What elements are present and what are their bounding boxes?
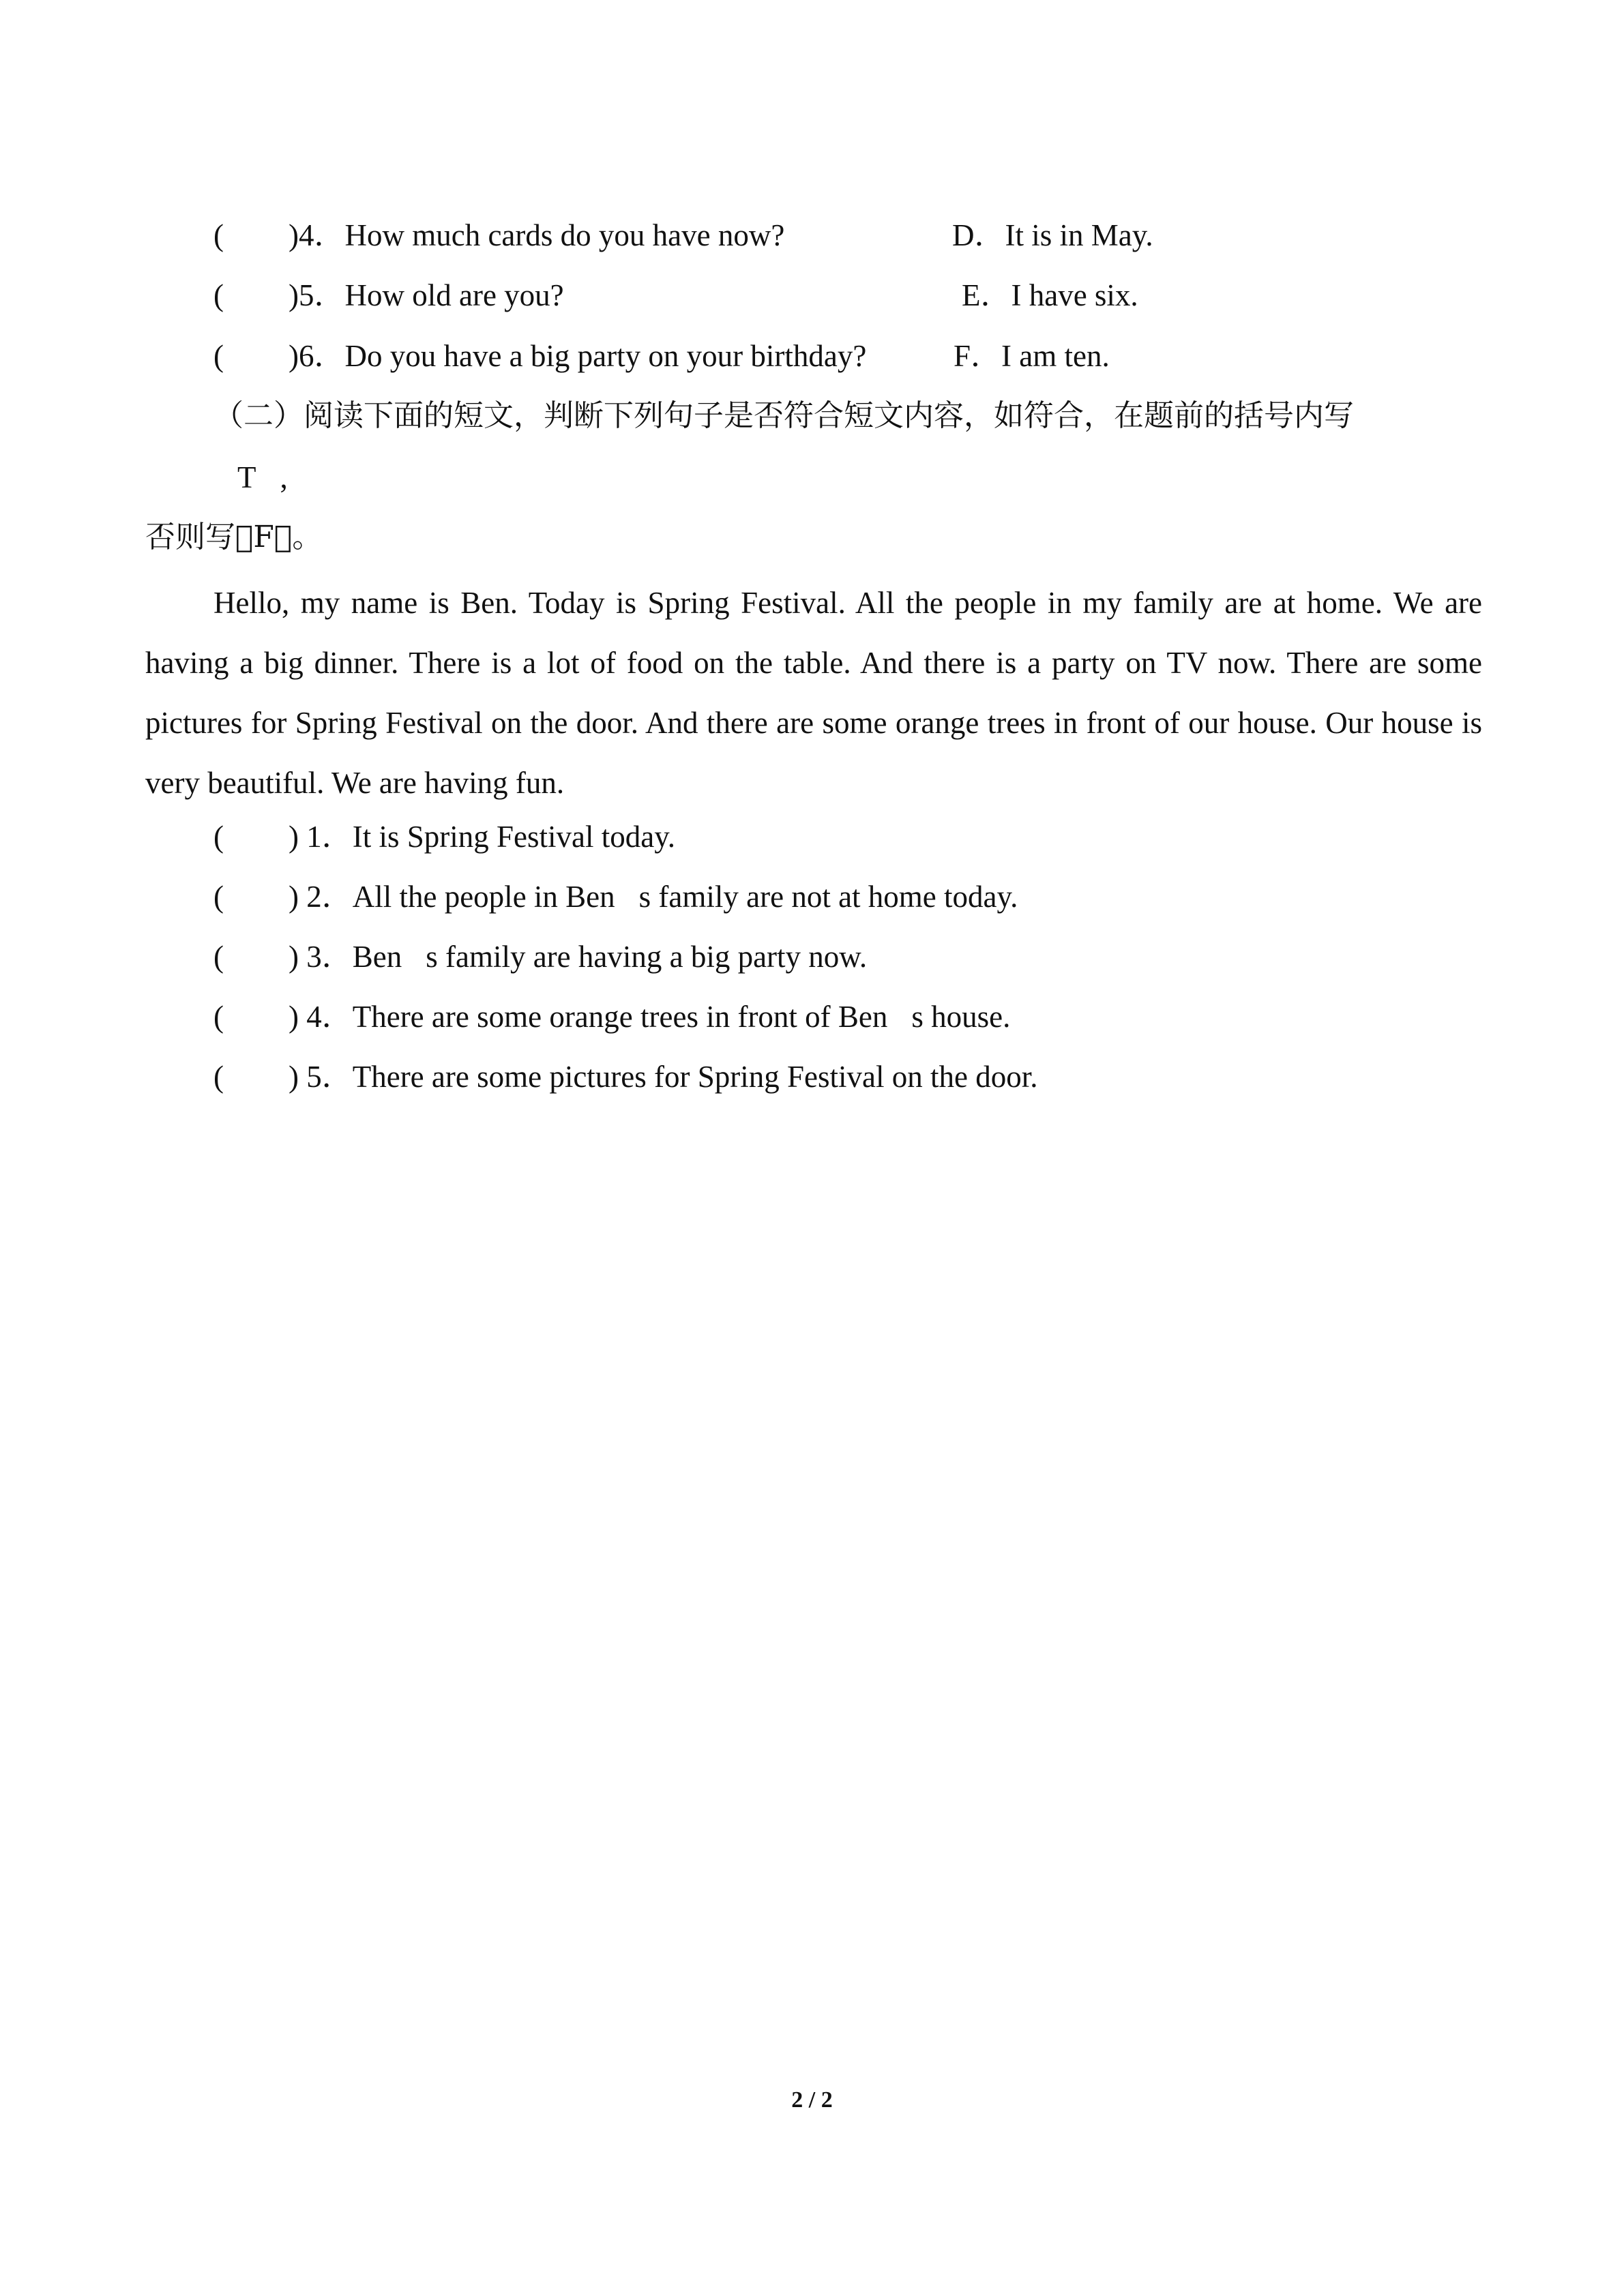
answer-paren: ( xyxy=(213,820,224,854)
question-text: )4．How much cards do you have now? xyxy=(289,218,785,252)
answer-paren: ( xyxy=(213,1000,224,1034)
answer-option: E．I have six. xyxy=(962,278,1138,312)
reading-passage: Hello, my name is Ben. Today is Spring Festival. All the people in my family are at home. We are having a big dinner. There is a lot of food on the table. And there is a party on TV now. There are some pictures for Spring Festival on the door. And there are some orange trees in front of our house. Our house is very beautiful. We are having fun. xyxy=(145,586,1482,800)
section-instruction-cont:  T , xyxy=(213,460,288,494)
answer-paren: ( xyxy=(213,278,224,312)
answer-option: D．It is in May. xyxy=(952,218,1153,252)
statement-text: ) 5．There are some pictures for Spring Festival on the door. xyxy=(289,1060,1038,1094)
statement-text: ) 1．It is Spring Festival today. xyxy=(289,820,676,854)
answer-paren: ( xyxy=(213,218,224,252)
page-number: 2 / 2 xyxy=(791,2087,833,2113)
statement-text: ) 4．There are some orange trees in front of Ben s house. xyxy=(289,1000,1011,1034)
question-text: )5．How old are you? xyxy=(289,278,564,312)
section-instruction: （二）阅读下面的短文，判断下列句子是否符合短文内容，如符合，在题前的括号内写 xyxy=(213,398,1354,433)
answer-paren: ( xyxy=(213,880,224,914)
section-instruction-cont: 否则写 F 。 xyxy=(145,520,323,554)
question-text: )6．Do you have a big party on your birthday? xyxy=(289,339,867,373)
answer-paren: ( xyxy=(213,339,224,373)
statement-text: ) 3．Ben s family are having a big party now. xyxy=(289,940,868,974)
answer-paren: ( xyxy=(213,1060,224,1094)
answer-option: F．I am ten. xyxy=(954,339,1110,373)
answer-paren: ( xyxy=(213,940,224,974)
statement-text: ) 2．All the people in Ben s family are not at home today. xyxy=(289,880,1018,914)
